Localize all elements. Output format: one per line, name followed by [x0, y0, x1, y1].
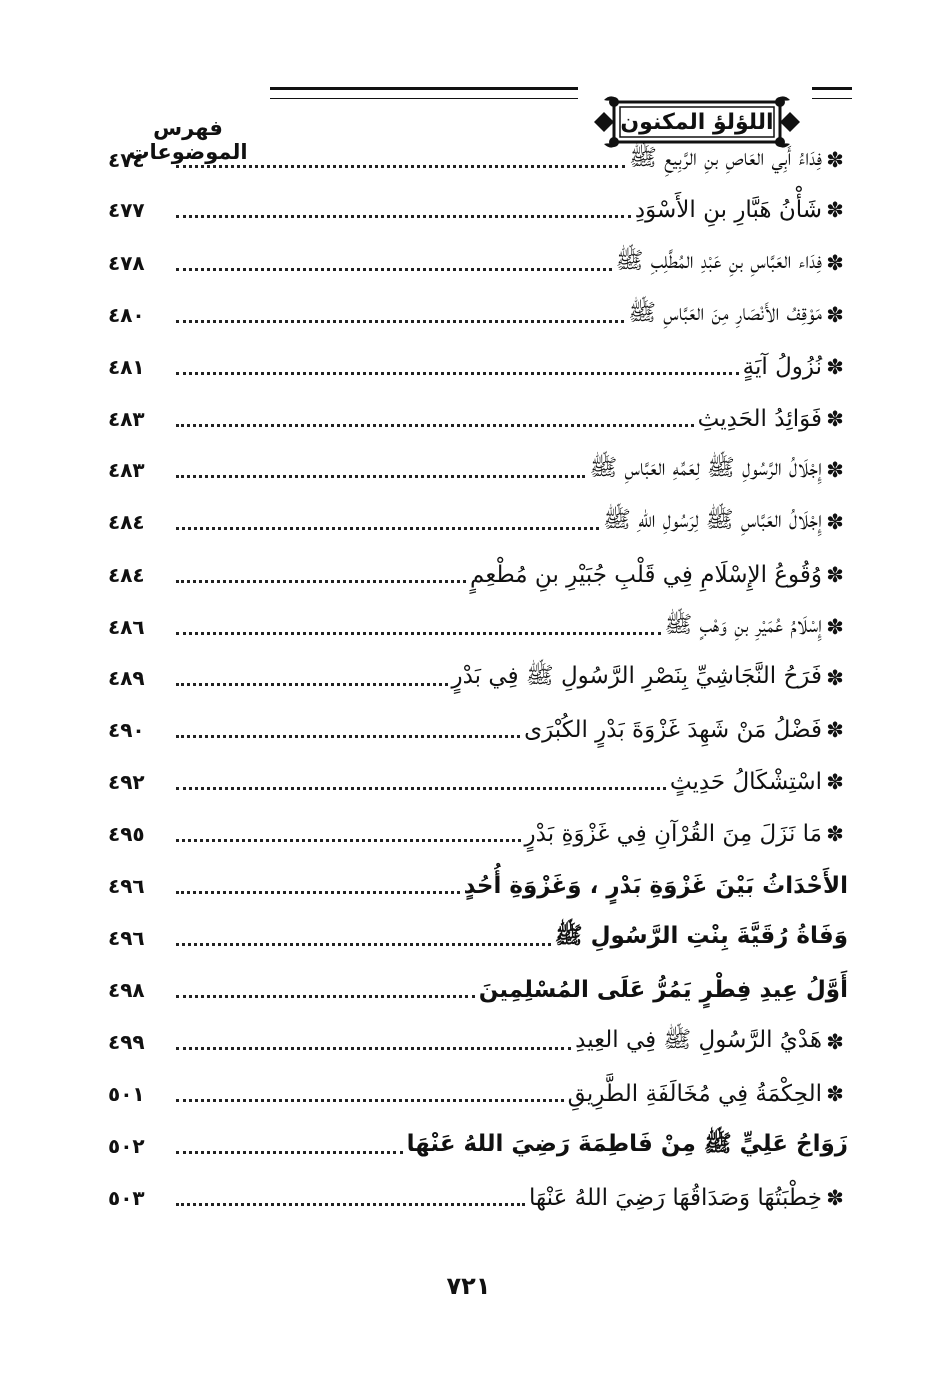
toc-entry-page: ٤٧٤: [108, 148, 145, 172]
toc-entry: [108, 134, 848, 186]
toc-entry: [108, 393, 848, 445]
book-title-text: اللؤلؤ المكنون: [620, 109, 774, 135]
dot-leader: [176, 632, 661, 635]
toc-entry: [108, 704, 848, 756]
toc-entry-title: إِسْلَامُ عُمَيْرِ بنِ وَهْبٍ ﷺ: [664, 612, 822, 638]
toc-entry-title: شَأْنُ هَبَّارِ بنِ الأَسْوَدِ: [634, 197, 822, 223]
bullet-star-icon: ✽: [826, 198, 844, 222]
dot-leader: [176, 839, 521, 842]
toc-entry: [108, 601, 848, 653]
bullet-star-icon: ✽: [826, 1030, 844, 1054]
bullet-star-icon: ✽: [826, 1186, 844, 1210]
toc-entry: [108, 1120, 848, 1172]
toc-entry-title: فَرَحُ النَّجَاشِيِّ بِنَصْرِ الرَّسُولِ ﷺ فِي بَدْرٍ: [451, 663, 822, 689]
toc-entry-title: خِطْبَتُهَا وَصَدَاقُهَا رَضِيَ اللهُ عَنْهَا: [529, 1185, 822, 1211]
toc-entry: [108, 860, 848, 912]
toc-entry-page: ٤٧٧: [108, 198, 145, 222]
bullet-star-icon: ✽: [826, 251, 844, 275]
header-rule-right: [812, 87, 852, 99]
toc-entry-page: ٤٨٤: [108, 563, 145, 587]
dot-leader: [176, 580, 466, 583]
section-title: فهرس الموضوعات: [128, 116, 248, 164]
toc-entry-title: أَوَّلُ عِيدِ فِطْرٍ يَمُرُّ عَلَى المُسْلِمِينَ: [478, 977, 848, 1003]
toc-entry-title: وَفَاةُ رُقَيَّةَ بِنْتِ الرَّسُولِ ﷺ: [554, 923, 848, 949]
dot-leader: [176, 891, 460, 894]
toc-entry: [108, 1068, 848, 1120]
bullet-star-icon: ✽: [826, 458, 844, 482]
toc-entry: [108, 341, 848, 393]
bullet-star-icon: ✽: [826, 407, 844, 431]
toc-entry-title: هَدْيُ الرَّسُولِ ﷺ فِي العِيدِ: [575, 1027, 822, 1053]
toc-entry-title: الأَحْدَاثُ بَيْنَ غَزْوَةِ بَدْرٍ ، وَغَزْوَةِ أُحُدٍ: [463, 873, 848, 899]
toc-entry-page: ٤٩٠: [108, 718, 145, 742]
dot-leader: [176, 735, 520, 738]
toc-entry-page: ٤٧٨: [108, 251, 145, 275]
dot-leader: [176, 1151, 403, 1154]
dot-leader: [176, 787, 666, 790]
toc-entry: [108, 549, 848, 601]
toc-entry-page: ٤٩٢: [108, 770, 145, 794]
toc-entry-page: ٤٩٨: [108, 978, 145, 1002]
toc-entry: [108, 808, 848, 860]
dot-leader: [176, 995, 475, 998]
dot-leader: [176, 372, 739, 375]
toc-entry-page: ٤٩٥: [108, 822, 145, 846]
toc-entry-title: فَضْلُ مَنْ شَهِدَ غَزْوَةَ بَدْرٍ الكُبْرَى: [524, 717, 822, 743]
toc-entry-page: ٥٠٢: [108, 1134, 145, 1158]
toc-entry-title: فِدَاءُ أَبِي العَاصِ بنِ الرَّبِيعِ ﷺ: [629, 145, 822, 171]
toc-entry: [108, 1016, 848, 1068]
toc-entry-title: مَوْقِفُ الأَنْصَارِ مِنَ العَبَّاسِ ﷺ: [628, 300, 822, 326]
bullet-star-icon: ✽: [826, 303, 844, 327]
bullet-star-icon: ✽: [826, 615, 844, 639]
toc-entry-page: ٤٨٣: [108, 407, 145, 431]
toc-entry: [108, 912, 848, 964]
dot-leader: [176, 424, 694, 427]
dot-leader: [176, 527, 599, 530]
toc-entry-title: نُزُولُ آيَةٍ: [742, 354, 822, 380]
bullet-star-icon: ✽: [826, 666, 844, 690]
toc-entry-title: زَوَاجُ عَلِيٍّ ﷺ مِنْ فَاطِمَةَ رَضِيَ اللهُ عَنْهَا: [406, 1131, 848, 1157]
toc-entry-page: ٤٩٦: [108, 874, 145, 898]
toc-entry: [108, 444, 848, 496]
dot-leader: [176, 475, 585, 478]
toc-entry-page: ٤٨٤: [108, 510, 145, 534]
dot-leader: [176, 320, 624, 323]
dot-leader: [176, 165, 625, 168]
dot-leader: [176, 1047, 571, 1050]
toc-entry: [108, 237, 848, 289]
bullet-star-icon: ✽: [826, 1082, 844, 1106]
header-rule-left: [270, 87, 578, 99]
toc-entry-title: اسْتِشْكَالُ حَدِيثٍ: [669, 769, 822, 795]
bullet-star-icon: ✽: [826, 563, 844, 587]
toc-entry: [108, 496, 848, 548]
toc-entry-page: ٥٠٣: [108, 1186, 145, 1210]
toc-entry-page: ٤٨٩: [108, 666, 145, 690]
toc-entry: [108, 289, 848, 341]
dot-leader: [176, 215, 631, 218]
dot-leader: [176, 683, 448, 686]
bullet-star-icon: ✽: [826, 148, 844, 172]
toc-entry-title: وُقُوعُ الإِسْلَامِ فِي قَلْبِ جُبَيْرِ بنِ مُطْعِمٍ: [470, 562, 822, 588]
toc-entry: [108, 964, 848, 1016]
bullet-star-icon: ✽: [826, 770, 844, 794]
toc-entry-title: فِدَاء العَبَّاسِ بنِ عَبْدِ المُطَّلِبِ ﷺ: [615, 248, 822, 274]
toc-entry-title: مَا نَزَلَ مِنَ القُرْآنِ فِي غَزْوَةِ بَدْرٍ: [524, 821, 822, 847]
toc-entry-title: إِجْلَالُ الرَّسُولِ ﷺ لِعَمِّهِ العَبَّاسِ ﷺ: [589, 455, 822, 481]
dot-leader: [176, 943, 551, 946]
toc-entry: [108, 184, 848, 236]
bullet-star-icon: ✽: [826, 718, 844, 742]
bullet-star-icon: ✽: [826, 510, 844, 534]
toc-entry-title: الحِكْمَةُ فِي مُخَالَفَةِ الطَّرِيقِ: [567, 1081, 822, 1107]
toc-entry-page: ٤٨٦: [108, 615, 145, 639]
toc-entry-page: ٤٨٠: [108, 303, 145, 327]
dot-leader: [176, 1203, 525, 1206]
toc-entry-page: ٥٠١: [108, 1082, 145, 1106]
toc-entry-page: ٤٨١: [108, 355, 145, 379]
bullet-star-icon: ✽: [826, 822, 844, 846]
toc-entry-page: ٤٨٣: [108, 458, 145, 482]
dot-leader: [176, 268, 612, 271]
toc-entry-page: ٤٩٩: [108, 1030, 145, 1054]
toc-entry: [108, 652, 848, 704]
toc-entry-page: ٤٩٦: [108, 926, 145, 950]
page-number: ٧٢١: [446, 1272, 491, 1300]
bullet-star-icon: ✽: [826, 355, 844, 379]
toc-entry: [108, 756, 848, 808]
toc-entry-title: فَوَائِدُ الحَدِيثِ: [697, 406, 822, 432]
toc-entry: [108, 1172, 848, 1224]
dot-leader: [176, 1099, 564, 1102]
toc-entry-title: إِجْلَالُ العَبَّاسِ ﷺ لِرَسُولِ اللهِ ﷺ: [603, 507, 822, 533]
